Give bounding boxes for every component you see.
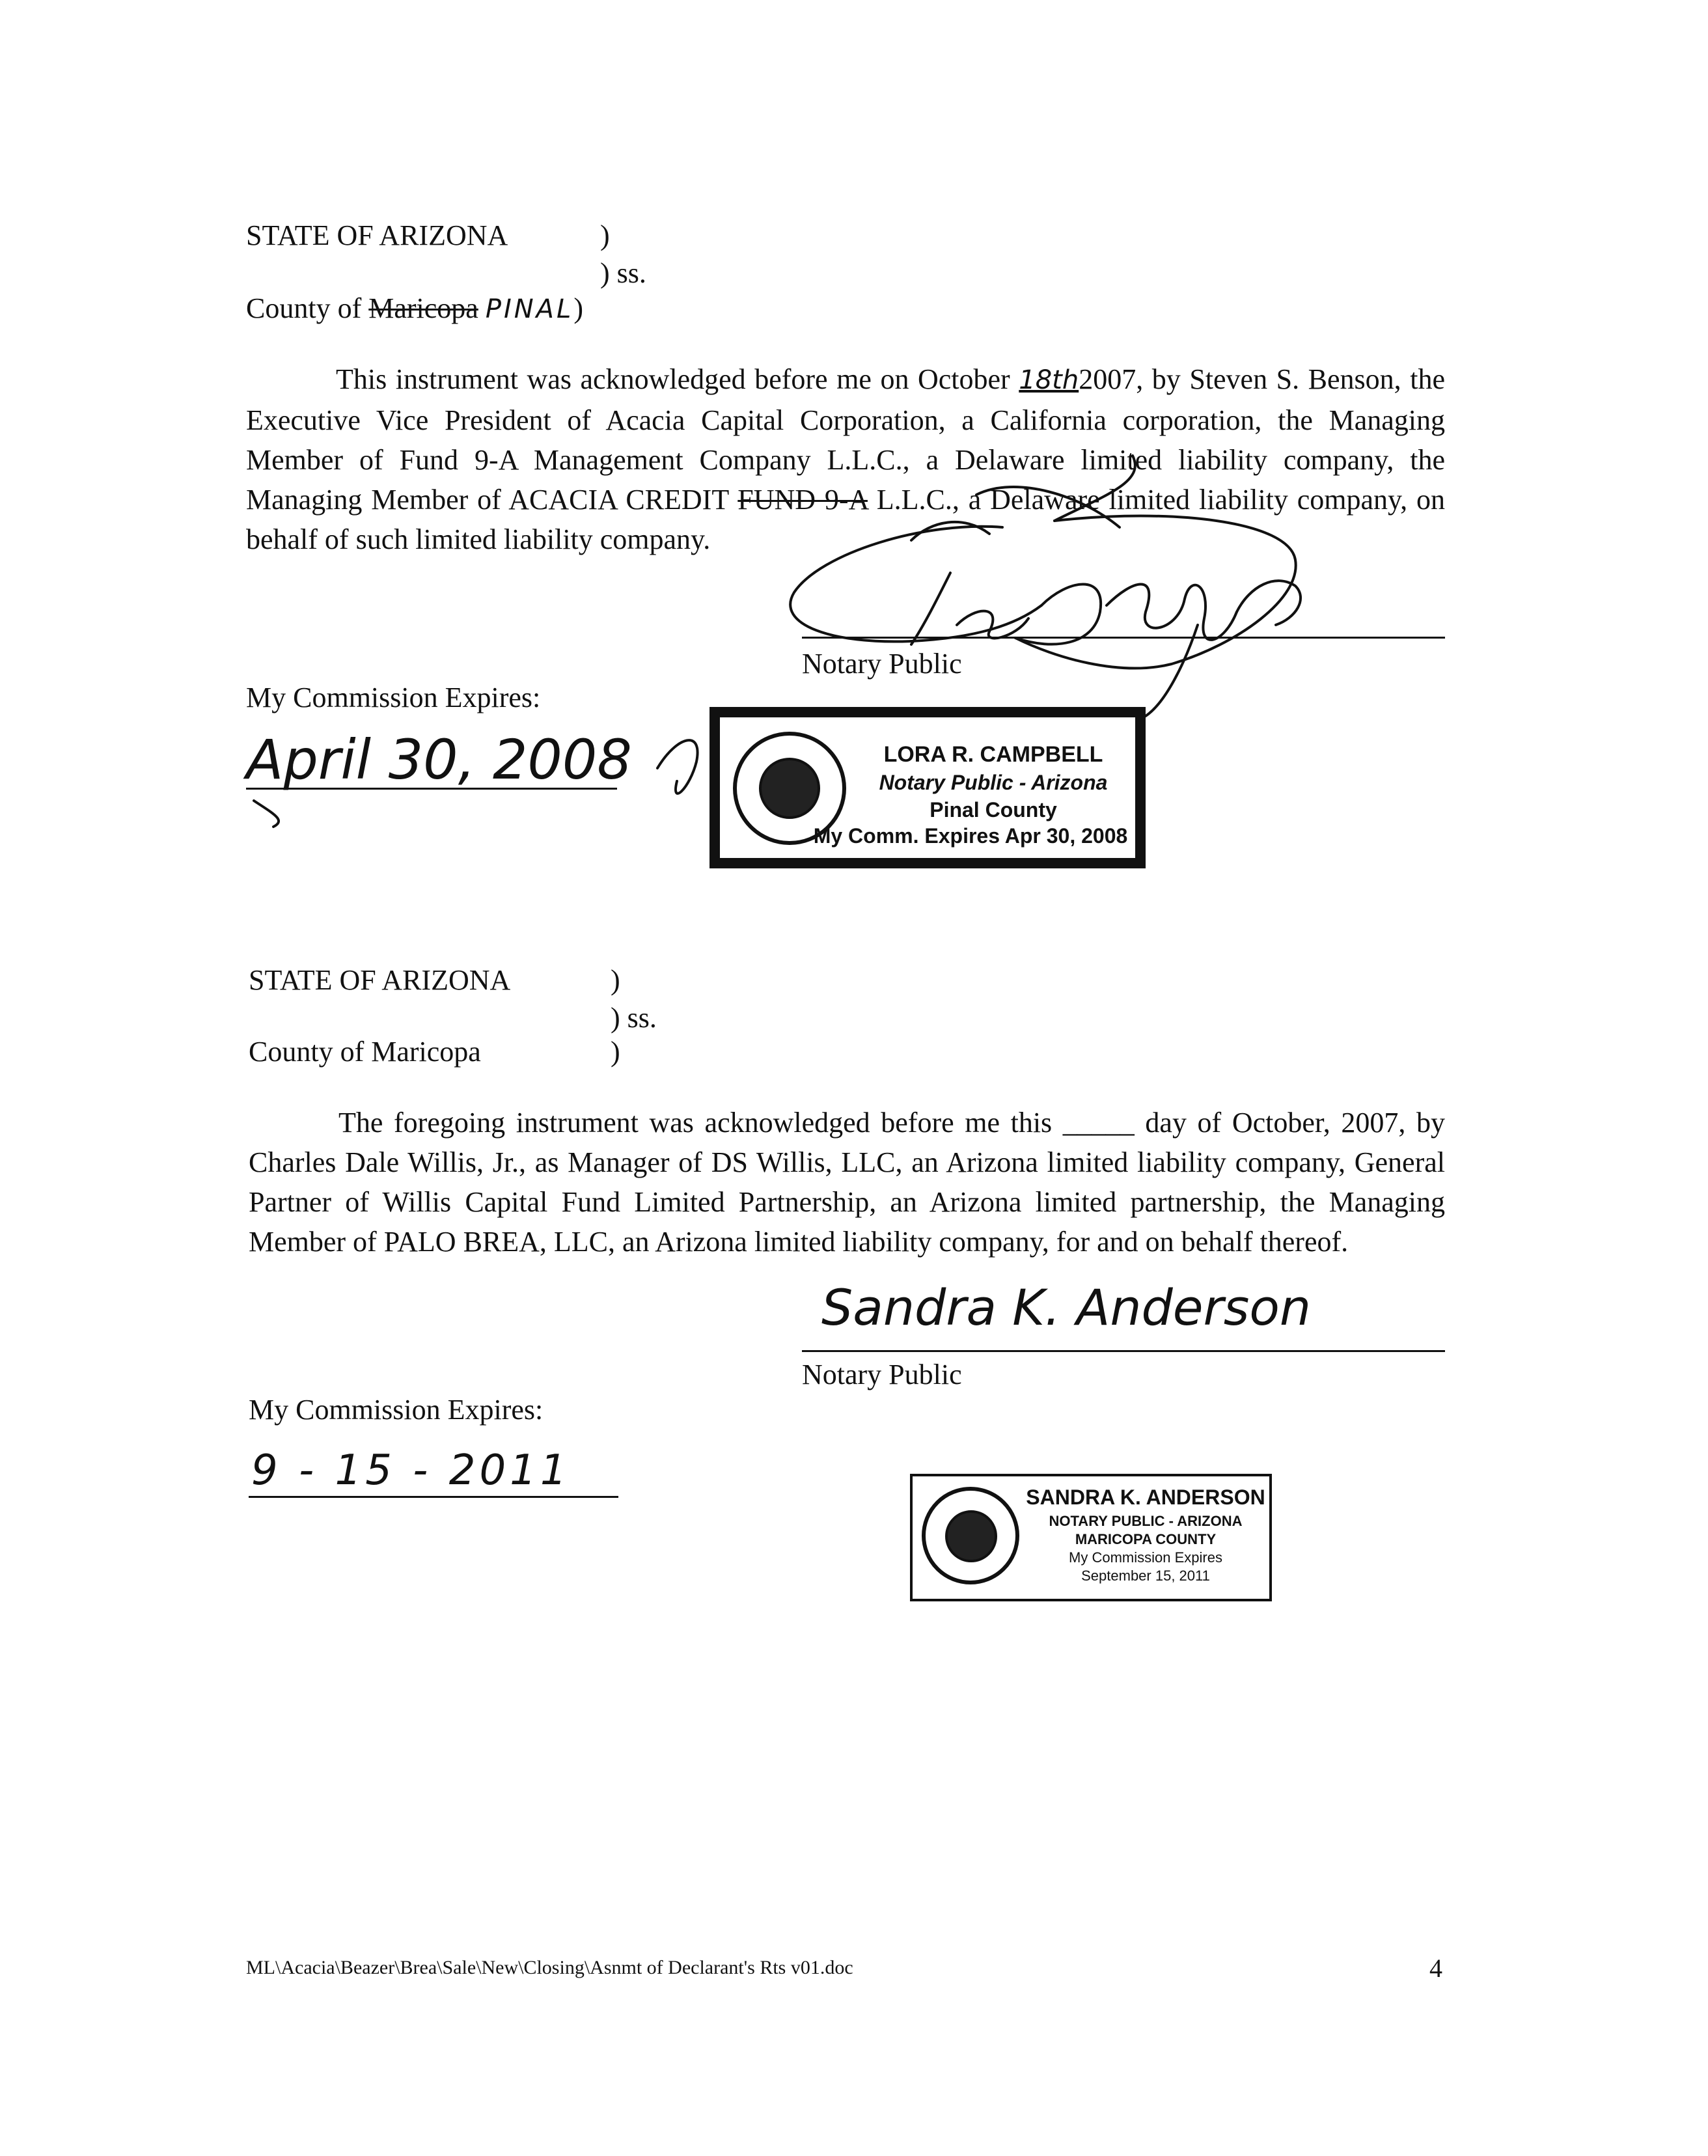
paren-2c: ) xyxy=(611,1036,620,1068)
stamp2-line2: NOTARY PUBLIC - ARIZONA xyxy=(1049,1513,1243,1529)
stamp1-line4: My Comm. Expires Apr 30, 2008 xyxy=(813,824,1128,848)
county-handwritten: PINAL xyxy=(485,294,574,324)
stamp2-line4: My Commission Expires xyxy=(1069,1549,1222,1566)
ss-1: ) ss. xyxy=(600,257,646,289)
state-line-1: STATE OF ARIZONA xyxy=(246,219,508,251)
para1-before-date: This instrument was acknowledged before me on October xyxy=(336,363,1010,395)
stamp2-line5: September 15, 2011 xyxy=(1081,1568,1210,1584)
notary-label-2: Notary Public xyxy=(802,1359,962,1390)
county-struck: Maricopa xyxy=(368,292,478,324)
state-line-2: STATE OF ARIZONA xyxy=(249,964,511,996)
date-handwritten: 18th xyxy=(1019,365,1079,395)
commission-label-2: My Commission Expires: xyxy=(249,1394,544,1426)
county-line-2: County of Maricopa xyxy=(249,1036,481,1068)
para1-struck: FUND 9-A xyxy=(737,484,868,516)
commission-label-1: My Commission Expires: xyxy=(246,682,541,713)
paren-1a: ) xyxy=(600,219,610,251)
stamp2-line3: MARICOPA COUNTY xyxy=(1075,1531,1217,1547)
para1-after-date: 2007, by Steven S. Benson, the Executive Vice President of Acacia Capital Corporation, a California corporation, the Managing Member of Fund 9-A Management Company L.L.C., a Delaware limited liability company, the Managing Member of ACACIA CREDIT xyxy=(246,363,1445,516)
stamp2-name: SANDRA K. ANDERSON xyxy=(1026,1486,1265,1509)
ss-2: ) ss. xyxy=(611,1002,657,1034)
footer-file-path: ML\Acacia\Beazer\Brea\Sale\New\Closing\Asnmt of Declarant's Rts v01.doc xyxy=(246,1957,853,1978)
paren-1c: ) xyxy=(573,292,583,324)
stamp1-name: LORA R. CAMPBELL xyxy=(883,742,1103,767)
stamp1-line2: Notary Public - Arizona xyxy=(879,771,1108,794)
notary-label-1: Notary Public xyxy=(802,648,962,680)
commission-date-handwritten-1: April 30, 2008 xyxy=(246,728,632,792)
paren-2a: ) xyxy=(611,964,620,996)
page-number: 4 xyxy=(1429,1954,1442,1983)
acknowledgment-paragraph-2: The foregoing instrument was acknowledged before me this _____ day of October, 2007, by Charles Dale Willis, Jr., as Manager of DS Willis, LLC, an Arizona limited liability company, General Partner of Willis Capital Fund Limited Partnership, an Arizona limited partnership, the Managing Member of PALO BREA, LLC, an Arizona limited liability company, for and on behalf thereof. xyxy=(249,1107,1445,1258)
stamp1-line3: Pinal County xyxy=(930,798,1057,822)
para1-tail: L.L.C., a Delaware limited liability company, on behalf of such limited liability company. xyxy=(246,484,1446,555)
signature-handwritten-2: Sandra K. Anderson xyxy=(821,1278,1312,1336)
commission-date-handwritten-2: 9 - 15 - 2011 xyxy=(251,1446,571,1495)
county-prefix: County of xyxy=(246,292,362,324)
